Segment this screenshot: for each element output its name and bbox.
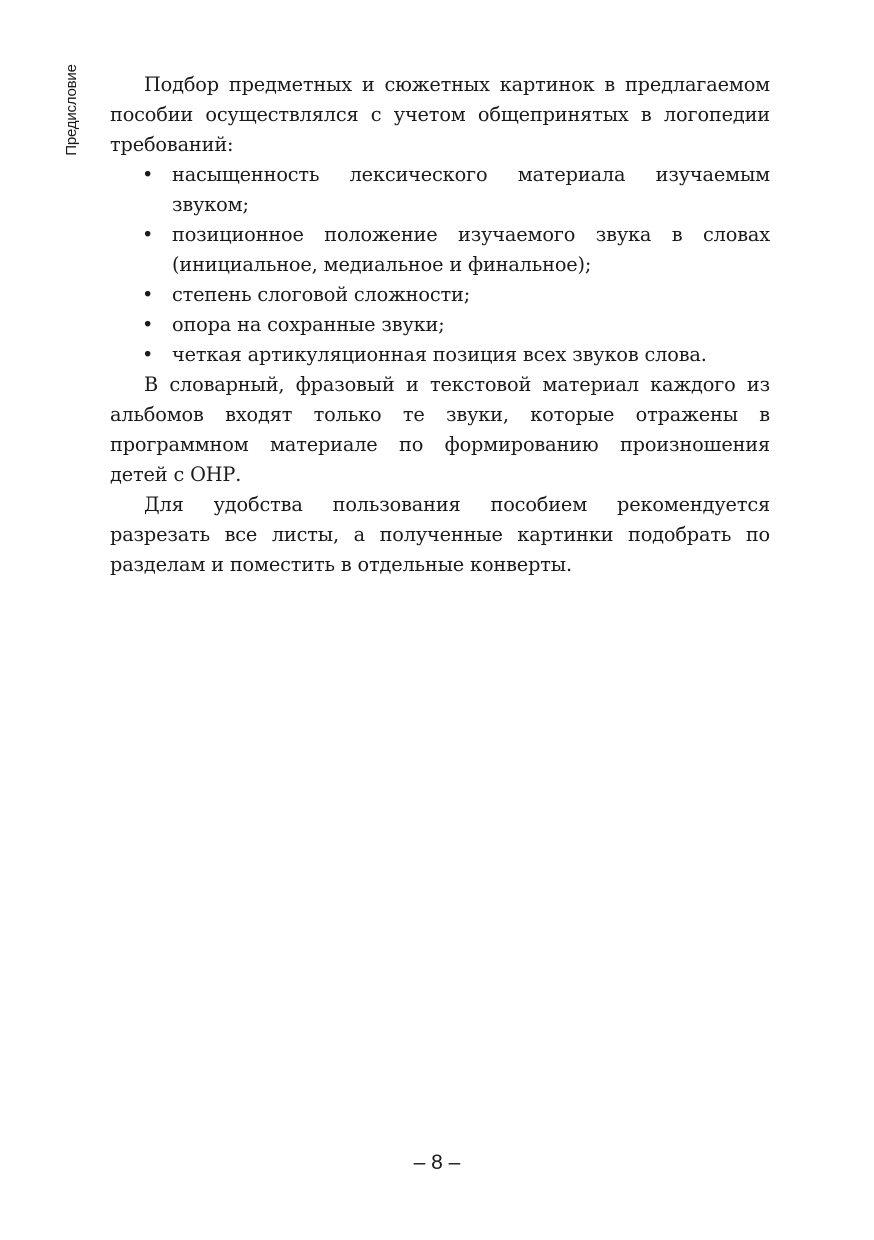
list-item	[142, 160, 770, 220]
list-item-text: насыщенность лексического материала изучаемым звуком;	[172, 163, 770, 216]
list-item	[142, 310, 770, 340]
requirements-list	[110, 160, 770, 370]
paragraph-vocabulary: В словарный, фразовый и текстовой материал каждого из альбомов входят только те звуки, которые отражены в программном материале по формированию произношения детей с ОНР.	[110, 373, 770, 486]
bullet-icon: •	[142, 283, 154, 306]
list-item-text: опора на сохранные звуки;	[172, 313, 445, 336]
page-number: – 8 –	[413, 1151, 461, 1174]
list-item-text: степень слоговой сложности;	[172, 283, 471, 306]
bullet-icon: •	[142, 313, 154, 336]
list-item	[142, 220, 770, 280]
list-item	[142, 340, 770, 370]
list-item	[142, 280, 770, 310]
list-item-text: четкая артикуляционная позиция всех звуков слова.	[172, 343, 707, 366]
paragraph-intro: Подбор предметных и сюжетных картинок в предлагаемом пособии осуществлялся с учетом общепринятых в логопедии требований:	[110, 73, 770, 156]
paragraph-usage: Для удобства пользования пособием рекомендуется разрезать все листы, а полученные картинки подобрать по разделам и поместить в отдельные конверты.	[110, 493, 770, 576]
list-item-text: позиционное положение изучаемого звука в словах (инициальное, медиальное и финальное);	[172, 223, 770, 276]
page-body	[110, 70, 770, 580]
running-header-label: Предисловие	[63, 64, 80, 156]
bullet-icon: •	[142, 223, 154, 246]
bullet-icon: •	[142, 343, 154, 366]
bullet-icon: •	[142, 163, 154, 186]
